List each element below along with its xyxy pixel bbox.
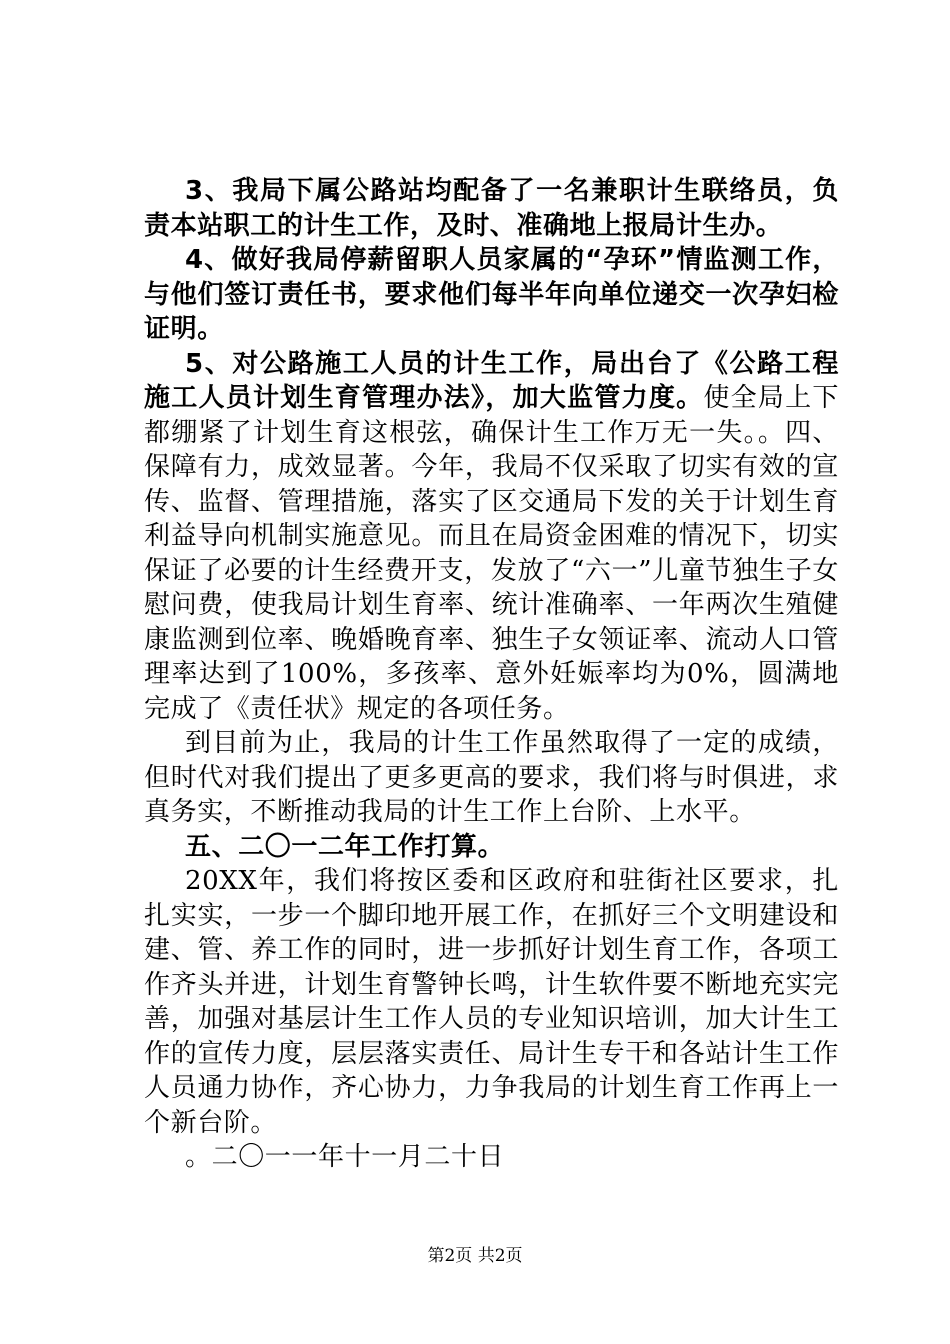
paragraph-achievements: 到目前为止，我局的计生工作虽然取得了一定的成绩，但时代对我们提出了更多更高的要求，我们将与时俱进，求真务实，不断推动我局的计生工作上台阶、上水平。 <box>144 728 839 827</box>
section-heading-plan: 五、二〇一二年工作打算。 <box>185 831 505 862</box>
paragraph-construction-staff <box>144 347 839 727</box>
paragraph-liaison: 3、我局下属公路站均配备了一名兼职计生联络员，负责本站职工的计生工作，及时、准确地上报局计生办。 <box>144 176 839 241</box>
paragraph-construction-staff-lead: 5、对公路施工人员的计生工作，局出台了《公路工程施工人员计划生育管理办法》，加大监管力度。 <box>144 348 839 413</box>
paragraph-monitoring: 4、做好我局停薪留职人员家属的“孕环”情监测工作，与他们签订责任书，要求他们每半年向单位递交一次孕妇检证明。 <box>144 245 839 344</box>
page-footer: 第2页 共2页 <box>427 1246 523 1266</box>
document-body <box>144 174 839 1175</box>
document-date: 。二〇一一年十一月二十日 <box>185 1142 505 1172</box>
paragraph-plan: 20XX年，我们将按区委和区政府和驻街社区要求，扎扎实实，一步一个脚印地开展工作，在抓好三个文明建设和建、管、养工作的同时，进一步抓好计划生育工作，各项工作齐头并进，计划生育警钟长鸣，计生软件要不断地充实完善，加强对基层计生工作人员的专业知识培训，加大计生工作的宣传力度，层层落实责任、局计生专干和各站计生工作人员通力协作，齐心协力，力争我局的计划生育工作再上一个新台阶。 <box>144 866 839 1138</box>
paragraph-construction-staff-body: 使全局上下都绷紧了计划生育这根弦，确保计生工作万无一失。。四、保障有力，成效显著。今年，我局不仅采取了切实有效的宣传、监督、管理措施，落实了区交通局下发的关于计划生育利益导向机制实施意见。而且在局资金困难的情况下，切实保证了必要的计生经费开支，发放了“六一”儿童节独生子女慰问费，使我局计划生育率、统计准确率、一年两次生殖健康监测到位率、晚婚晚育率、独生子女领证率、流动人口管理率达到了100%，多孩率、意外妊娠率均为0%，圆满地完成了《责任状》规定的各项任务。 <box>144 383 839 724</box>
